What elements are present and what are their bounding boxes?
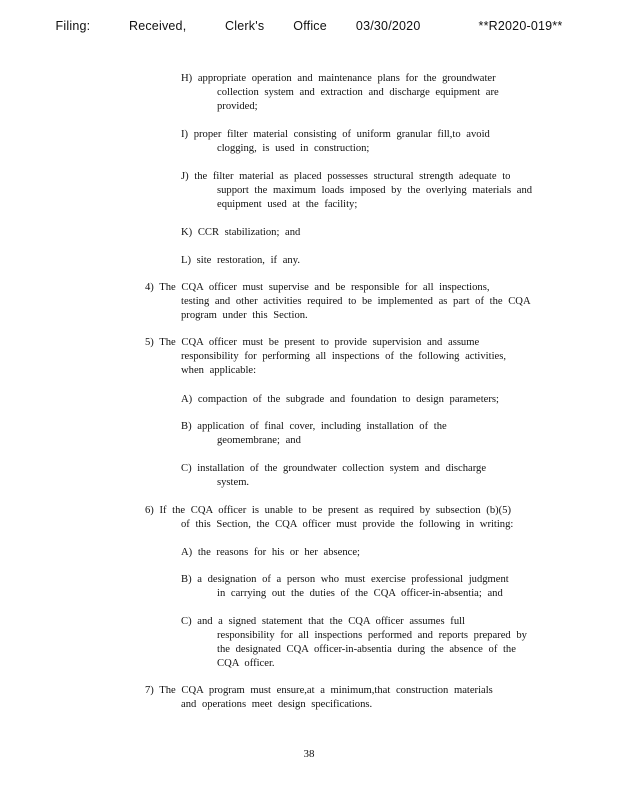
paragraph-4 [145,281,531,323]
text-line: provided; [217,101,258,112]
text-line: C) and a signed statement that the CQA officer assumes full [181,616,465,627]
text-line: and operations meet design specifications. [181,699,373,710]
filing-header: Filing: Received, Clerk's Office 03/30/2020 **R2020-019** [55,19,563,33]
list-item-6c [181,615,527,671]
text-line: testing and other activities required to be implemented as part of the CQA [181,296,531,307]
text-line: program under this Section. [181,310,308,321]
text-line: system. [217,477,250,488]
text-line: 5) The CQA officer must be present to provide supervision and assume [145,337,480,348]
list-item-5b [181,420,447,448]
list-item-k [181,226,300,240]
page-number: 38 [303,748,315,760]
text-line: A) the reasons for his or her absence; [181,547,360,558]
text-line: B) a designation of a person who must exercise professional judgment [181,574,509,585]
list-item-l [181,254,300,268]
text-line: C) installation of the groundwater collection system and discharge [181,463,487,474]
list-item-i [181,128,490,156]
text-line: when applicable: [181,365,257,376]
text-line: in carrying out the duties of the CQA officer-in-absentia; and [217,588,503,599]
text-line: collection system and extraction and discharge equipment are [217,87,499,98]
paragraph-7 [145,684,493,712]
text-line: J) the filter material as placed possesses structural strength adequate to [181,171,511,182]
list-item-5c [181,462,486,490]
text-line: 4) The CQA officer must supervise and be responsible for all inspections, [145,282,490,293]
list-item-6b [181,573,509,601]
list-item-j [181,170,532,212]
text-line: L) site restoration, if any. [181,255,300,266]
text-line: equipment used at the facility; [217,199,358,210]
text-line: K) CCR stabilization; and [181,227,301,238]
paragraph-6 [145,504,513,532]
text-line: responsibility for all inspections performed and reports prepared by [217,630,527,641]
text-line: responsibility for performing all inspections of the following activities, [181,351,506,362]
text-line: clogging, is used in construction; [217,143,370,154]
text-line: geomembrane; and [217,435,301,446]
text-line: B) application of final cover, including installation of the [181,421,447,432]
text-line: 6) If the CQA officer is unable to be present as required by subsection (b)(5) [145,505,511,516]
text-line: the designated CQA officer-in-absentia during the absence of the [217,644,516,655]
text-line: of this Section, the CQA officer must provide the following in writing: [181,519,514,530]
text-line: support the maximum loads imposed by the overlying materials and [217,185,533,196]
text-line: H) appropriate operation and maintenance plans for the groundwater [181,73,496,84]
text-line: A) compaction of the subgrade and foundation to design parameters; [181,394,499,405]
text-line: 7) The CQA program must ensure,at a minimum,that construction materials [145,685,493,696]
list-item-5a [181,393,499,407]
text-line: I) proper filter material consisting of uniform granular fill,to avoid [181,129,490,140]
list-item-h [181,72,499,114]
paragraph-5 [145,336,506,378]
text-line: CQA officer. [217,658,275,669]
list-item-6a [181,546,360,560]
